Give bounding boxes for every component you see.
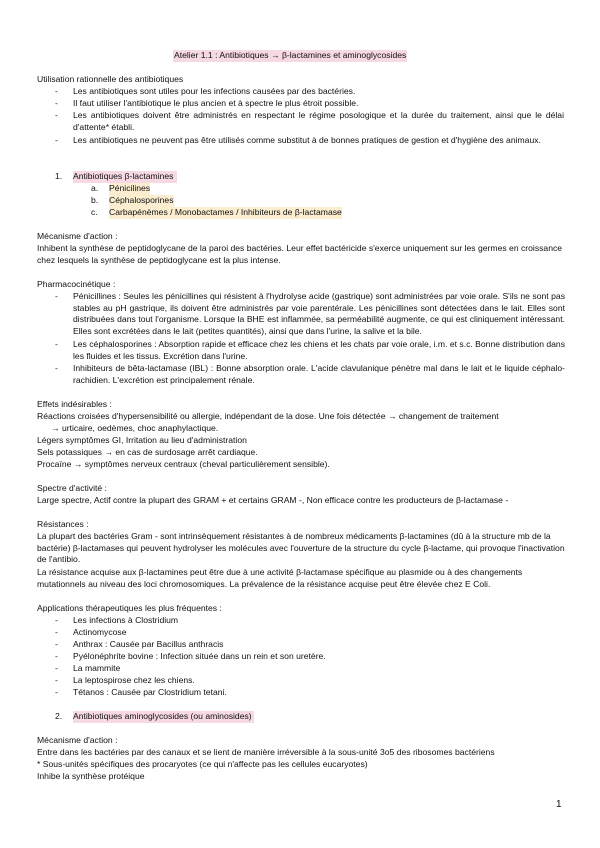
- sub-item-carbapenemes: Carbapénèmes / Monobactames / Inhibiteurs de β-lactamase: [109, 207, 342, 217]
- bullet-dash: -: [55, 615, 58, 625]
- mecanisme2-heading: Mécanisme d'action :: [37, 735, 118, 745]
- bullet-dash: -: [55, 651, 58, 661]
- effets-heading: Effets indésirables :: [37, 399, 112, 409]
- sub-letter: b.: [91, 195, 99, 205]
- sub-item-cephalosporines: Céphalosporines: [109, 195, 174, 205]
- application-item: Actinomycose: [73, 627, 127, 637]
- effets-line: Sels potassiques → en cas de surdosage arrêt cardiaque.: [37, 447, 258, 457]
- effets-line: Réactions croisées d'hypersensibilité ou allergie, indépendant de la dose. Une fois détectée → changement de traitement: [37, 411, 499, 421]
- spectre-heading: Spectre d'activité :: [37, 483, 107, 493]
- bullet-dash: -: [55, 291, 58, 301]
- intro-item: Les antibiotiques doivent être administrés en respectant le régime posologique et la durée du traitement, ainsi que le délai d'attente* établi.: [73, 110, 564, 132]
- sub-letter: a.: [91, 183, 99, 193]
- bullet-dash: -: [55, 627, 58, 637]
- bullet-dash: -: [55, 687, 58, 697]
- section2-number: 2.: [55, 711, 63, 721]
- page-number: 1: [556, 799, 562, 810]
- bullet-dash: -: [55, 663, 58, 673]
- application-item: Tétanos : Causée par Clostridium tetani.: [73, 687, 227, 697]
- sub-letter: c.: [91, 207, 98, 217]
- pharmaco-heading: Pharmacocinétique :: [37, 279, 116, 289]
- mecanisme1-heading: Mécanisme d'action :: [37, 231, 118, 241]
- mecanisme1-text: Inhibent la synthèse de peptidoglycane de la paroi des bactéries. Leur effet bactéricide s'exerce uniquement sur les germes en croissance chez lesquels la synthèse de peptidoglycane est la plus intense.: [37, 243, 563, 265]
- mecanisme2-line: Inhibe la synthèse protéique: [37, 771, 145, 781]
- effets-line: → urticaire, oedèmes, choc anaphylactique.: [51, 423, 219, 433]
- intro-heading: Utilisation rationnelle des antibiotiques: [37, 74, 184, 84]
- page-title: Atelier 1.1 : Antibiotiques → β-lactamines et aminoglycosides: [174, 50, 407, 60]
- mecanisme2-line: * Sous-unités spécifiques des procaryotes (ce qui n'affecte pas les cellules eucaryotes): [37, 759, 368, 769]
- bullet-dash: -: [55, 339, 58, 349]
- intro-item: Il faut utiliser l'antibiotique le plus ancien et à spectre le plus étroit possible.: [73, 98, 359, 108]
- bullet-dash: -: [55, 675, 58, 685]
- bullet-dash: -: [55, 639, 58, 649]
- spectre-text: Large spectre, Actif contre la plupart des GRAM + et certains GRAM -, Non efficace contre les producteurs de β-lactamase -: [37, 495, 509, 505]
- bullet-dash: -: [55, 363, 58, 373]
- application-item: La leptospirose chez les chiens.: [73, 675, 195, 685]
- bullet-dash: -: [55, 110, 58, 120]
- pharmaco-item-ibl: Inhibiteurs de bêta-lactamase (IBL) : Bonne absorption orale. L'acide clavulanique pénètre mal dans le lait et le liquide céphalo- rachidien. L'excrétion est principalement rénale.: [73, 363, 565, 385]
- bullet-dash: -: [55, 86, 58, 96]
- mecanisme2-line: Entre dans les bactéries par des canaux et se lient de manière irréversible à la sous-unité 3o5 des ribosomes bactériens: [37, 747, 495, 757]
- section1-number: 1.: [55, 171, 63, 181]
- resistances-para2: La résistance acquise aux β-lactamines peut être due à une activité β-lactamase spécifique au plasmide ou à des changements mutationnels au niveau des loci chromosomiques. La prévalence de la résistance acquise peut être élevée chez E Coli.: [37, 567, 523, 589]
- resistances-heading: Résistances :: [37, 519, 89, 529]
- pharmaco-item-cephalosporines: Les céphalosporines : Absorption rapide et efficace chez les chiens et les chats par voie orale, i.m. et s.c. Bonne distribution dans les fluides et les tissus. Excrétion dans l'urine.: [73, 339, 565, 361]
- pharmaco-item-penicillines: Pénicillines : Seules les pénicillines qui résistent à l'hydrolyse acide (gastrique) sont administrées par voie orale. S'ils ne sont pas stables au pH gastrique, ils doivent être administrés par voie parentérale. Les pénicillines sont détectées dans le lait. Elles sont distribuées dans tout l'organisme. Lorsque la BHE est inflammée, sa perméabilité augmente, ce qui est cliniquement intéressant. Elles sont excrétées dans le lait (petites quantités), ainsi que dans l'urine, la salive et la bile.: [73, 291, 565, 336]
- bullet-dash: -: [55, 135, 58, 145]
- application-item: Anthrax : Causée par Bacillus anthracis: [73, 639, 224, 649]
- section2-heading: Antibiotiques aminoglycosides (ou aminosides): [73, 711, 252, 721]
- intro-item: Les antibiotiques sont utiles pour les infections causées par des bactéries.: [73, 86, 356, 96]
- resistances-para1: La plupart des bactéries Gram - sont intrinsèquement résistantes à de nombreux médicaments β-lactamines (dû à la structure mb de la bactérie) β-lactamases qui peuvent hydrolyser les molécules avec l'ouverture de la structure du cycle β-lactame, qui provoque l'inactivation de l'antibio.: [37, 531, 565, 565]
- application-item: Pyélonéphrite bovine : Infection située dans un rein et son uretère.: [73, 651, 326, 661]
- application-item: Les infections à Clostridium: [73, 615, 179, 625]
- effets-line: Légers symptômes GI, Irritation au lieu d'administration: [37, 435, 247, 445]
- application-item: La mammite: [73, 663, 121, 673]
- effets-line: Procaïne → symptômes nerveux centraux (cheval particulièrement sensible).: [37, 459, 330, 469]
- bullet-dash: -: [55, 98, 58, 108]
- applications-heading: Applications thérapeutiques les plus fréquentes :: [37, 603, 222, 613]
- sub-item-penicilines: Pénicilines: [109, 183, 151, 193]
- intro-item: Les antibiotiques ne peuvent pas être utilisés comme substitut à de bonnes pratiques de gestion et d'hygiène des animaux.: [73, 135, 541, 145]
- section1-heading: Antibiotiques β-lactamines: [73, 171, 177, 183]
